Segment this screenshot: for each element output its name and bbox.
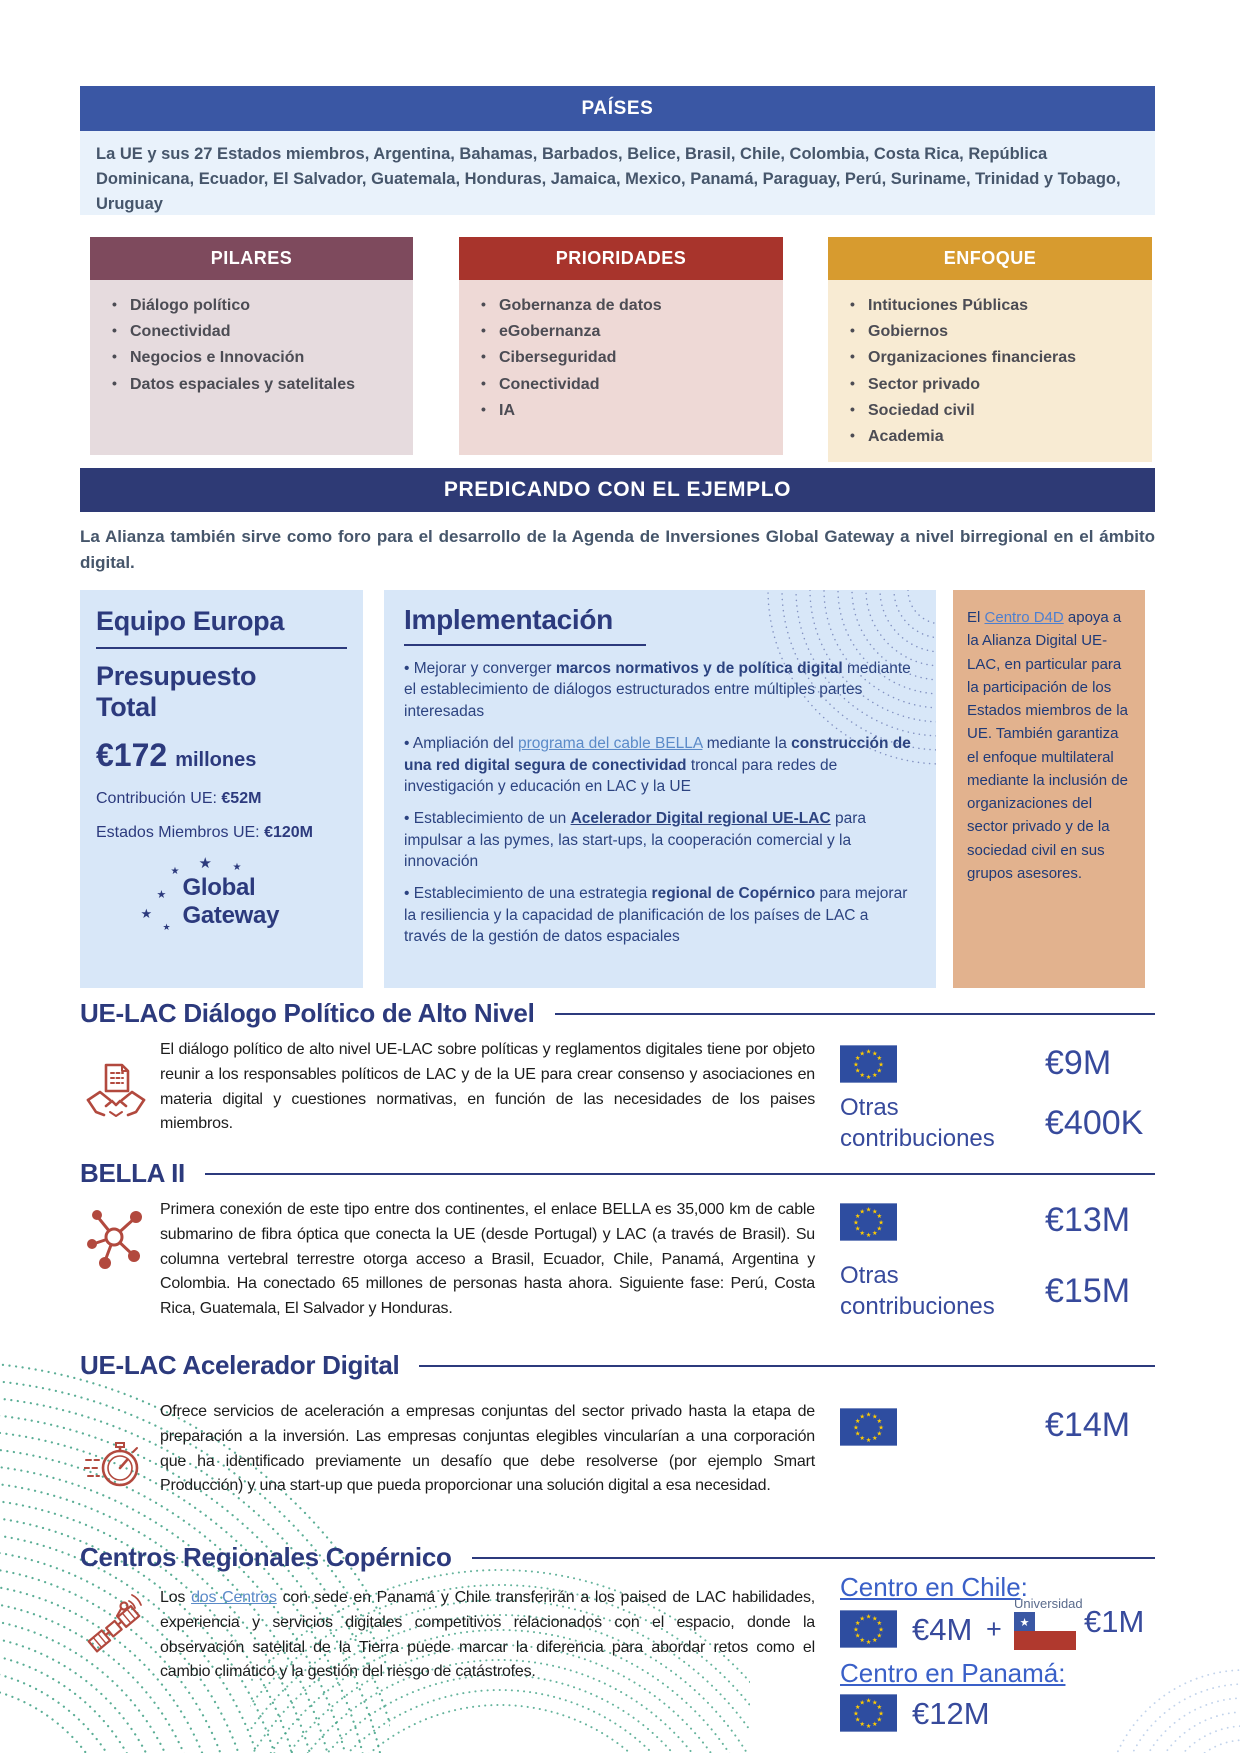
pilares-item: • Diálogo político	[108, 294, 401, 317]
implementacion-box	[384, 590, 936, 988]
paises-header: PAÍSES	[80, 86, 1155, 131]
centro-d4d-box: El Centro D4D apoya a la Alianza Digital UE-LAC, en particular para la participación de los Estados miembros de la UE. También garantiza el enfoque multilateral mediante la inclusión de organizaciones del sector privado y de la sociedad civil en sus grupos asesores.	[953, 590, 1145, 988]
equipo-europa-title: Equipo Europa	[96, 606, 285, 636]
eu-flag-icon	[840, 1694, 897, 1732]
stopwatch-icon	[84, 1428, 148, 1501]
intro-paragraph: La Alianza también sirve como foro para el desarrollo de la Agenda de Inversiones Global Gateway a nivel birregional en el ámbito digital.	[80, 527, 1155, 572]
implementacion-bullet: • Mejorar y converger marcos normativos y de política digital mediante el establecimiento de diálogos estructurados entre múltiples partes interesadas	[404, 660, 911, 720]
prioridades-item: • eGobernanza	[477, 320, 771, 343]
divider	[205, 1173, 1155, 1175]
dos-centros-link[interactable]: dos Centros	[191, 1589, 277, 1606]
divider	[555, 1013, 1155, 1015]
satellite-icon	[84, 1592, 148, 1665]
eu-flag-icon	[840, 1045, 897, 1083]
predicando-banner: PREDICANDO CON EL EJEMPLO	[80, 468, 1155, 512]
acelerador-paragraph: Ofrece servicios de aceleración a empresas conjuntas del sector privado hasta la etapa de preparación a la inversión. Las empresas conjuntas elegibles vincularían a una corporación que ha identificado previamente un desafío que debe resolverse (por ejemplo Smart Producción) y una start-up que pueda proporcionar una solución digital a esa necesidad.	[160, 1403, 815, 1495]
implementacion-title: Implementación	[404, 604, 613, 635]
eu-flag-icon	[840, 1408, 897, 1446]
global-gateway-word-top: Global	[182, 874, 256, 902]
prioridades-item: • Ciberseguridad	[477, 346, 771, 369]
star-icon: ★	[162, 922, 171, 933]
estados-miembros-label: Estados Miembros UE:	[96, 824, 265, 842]
centro-chile-link[interactable]: Centro en Chile:	[840, 1572, 1028, 1602]
dialogo-section-title: UE-LAC Diálogo Político de Alto Nivel	[80, 998, 535, 1028]
acelerador-digital-link[interactable]: Acelerador Digital regional UE-LAC	[570, 810, 831, 828]
pilares-header: PILARES	[90, 237, 413, 280]
implementacion-bullet: • Ampliación del programa del cable BELLA mediante la construcción de una red digital segura de conectividad troncal para redes de investigación y educación en LAC y la UE	[404, 735, 911, 795]
bella-section-title: BELLA II	[80, 1158, 185, 1188]
star-icon: ★	[232, 862, 242, 874]
contribucion-ue-label: Contribución UE:	[96, 790, 222, 808]
pilares-item: • Datos espaciales y satelitales	[108, 373, 401, 396]
pilares-item: • Negocios e Innovación	[108, 346, 401, 369]
star-icon: ★	[170, 866, 180, 878]
blue-dot-corner	[1085, 1660, 1240, 1753]
enfoque-item: • Sociedad civil	[846, 399, 1140, 422]
enfoque-header: ENFOQUE	[828, 237, 1152, 280]
dialogo-eu-amount: €9M	[1045, 1044, 1112, 1082]
implementacion-bullet: • Establecimiento de un Acelerador Digital regional UE-LAC para impulsar a las pymes, las start-ups, la cooperación comercial y la innovación	[404, 810, 867, 870]
otras-contribuciones-label: Otras contribuciones	[840, 1262, 995, 1321]
paises-country-list: La UE y sus 27 Estados miembros, Argentina, Bahamas, Barbados, Belice, Brasil, Chile, Colombia, Costa Rica, República Dominicana, Ecuador, El Salvador, Guatemala, Honduras, Jamaica, Mexico, Panamá, Paraguay, Perú, Suriname, Trinidad y Tobago, Uruguay	[80, 131, 1155, 215]
bella-otras-amount: €15M	[1045, 1272, 1131, 1310]
otras-contribuciones-label: Otras contribuciones	[840, 1094, 995, 1153]
pilares-item: • Conectividad	[108, 320, 401, 343]
handshake-document-icon	[84, 1062, 148, 1135]
prioridades-list	[459, 280, 783, 455]
acelerador-eu-amount: €14M	[1045, 1406, 1131, 1444]
divider	[419, 1365, 1155, 1367]
copernico-section-title: Centros Regionales Copérnico	[80, 1542, 452, 1572]
presupuesto-total-unit: millones	[175, 749, 257, 772]
presupuesto-total-label: Presupuesto Total	[96, 661, 257, 723]
prioridades-item: • Conectividad	[477, 373, 771, 396]
universidad-amount: €1M	[1084, 1604, 1145, 1639]
enfoque-item: • Gobiernos	[846, 320, 1140, 343]
enfoque-item: • Sector privado	[846, 373, 1140, 396]
chile-eu-amount: €4M	[912, 1612, 973, 1647]
plus-sign: +	[986, 1614, 1002, 1644]
divider	[472, 1557, 1155, 1559]
copernico-paragraph: Los dos Centros con sede en Panamá y Chile transferirán a los paised de LAC habilidades, experiencia y servicios digitales competitivos relacionados con el espacio, donde la observación satelital de la Tierra puede marcar la diferencia para abordar retos como el cambio climático y la gestión del riesgo de catástrofes.	[160, 1589, 815, 1681]
dialogo-paragraph: El diálogo político de alto nivel UE-LAC sobre políticas y reglamentos digitales tiene por objeto reunir a los responsables políticos de LAC y de la UE para crear consenso y asociaciones en materia digital y cuestiones normativas, en función de las necesidades de los paises miembros.	[160, 1041, 815, 1133]
equipo-europa-box	[80, 590, 363, 988]
star-icon: ★	[140, 906, 153, 922]
divider	[96, 647, 347, 649]
global-gateway-logo	[127, 855, 317, 957]
svg-text:★: ★	[1019, 1616, 1030, 1629]
network-icon	[84, 1205, 148, 1278]
divider	[404, 644, 646, 646]
estados-miembros-value: €120M	[264, 824, 313, 842]
eu-flag-icon	[840, 1203, 897, 1241]
star-icon: ★	[198, 855, 212, 873]
pilares-list	[90, 280, 413, 455]
bella-eu-amount: €13M	[1045, 1201, 1131, 1239]
enfoque-item: • Academia	[846, 425, 1140, 448]
acelerador-section-title: UE-LAC Acelerador Digital	[80, 1350, 400, 1380]
centro-panama-link[interactable]: Centro en Panamá:	[840, 1658, 1066, 1688]
prioridades-item: • IA	[477, 399, 771, 422]
panama-eu-amount: €12M	[912, 1696, 990, 1731]
enfoque-item: • Intituciones Públicas	[846, 294, 1140, 317]
star-icon: ★	[156, 889, 167, 902]
implementacion-bullet: • Establecimiento de una estrategia regional de Copérnico para mejorar la resiliencia y la capacidad de planificación de los países de LAC a través de la gestión de datos espaciales	[404, 885, 908, 946]
prioridades-item: • Gobernanza de datos	[477, 294, 771, 317]
eu-flag-icon	[840, 1610, 897, 1648]
contribucion-ue-value: €52M	[221, 790, 262, 808]
enfoque-item: • Organizaciones financieras	[846, 346, 1140, 369]
bella-paragraph: Primera conexión de este tipo entre dos continentes, el enlace BELLA es 35,000 km de cable submarino de fibra óptica que conecta la UE (desde Portugal) y LAC (a través de Brasil). Su columna vertebral terrestre otorga acceso a Brasil, Ecuador, Chile, Panamá, Argentina y Colombia. Ha conectado 65 millones de personas hasta ahora. Siguiente fase: Perú, Costa Rica, Guatemala, El Salvador y Honduras.	[160, 1201, 815, 1318]
dialogo-otras-amount: €400K	[1045, 1104, 1144, 1142]
presupuesto-total-amount: €172	[96, 737, 168, 774]
centro-d4d-link[interactable]: Centro D4D	[984, 609, 1064, 626]
prioridades-header: PRIORIDADES	[459, 237, 783, 280]
bella-program-link[interactable]: programa del cable BELLA	[518, 735, 703, 753]
chile-flag-icon	[1014, 1612, 1076, 1650]
global-gateway-word-bottom: Gateway	[182, 902, 280, 930]
universidad-label: Universidad	[1014, 1596, 1083, 1611]
enfoque-list	[828, 280, 1152, 462]
